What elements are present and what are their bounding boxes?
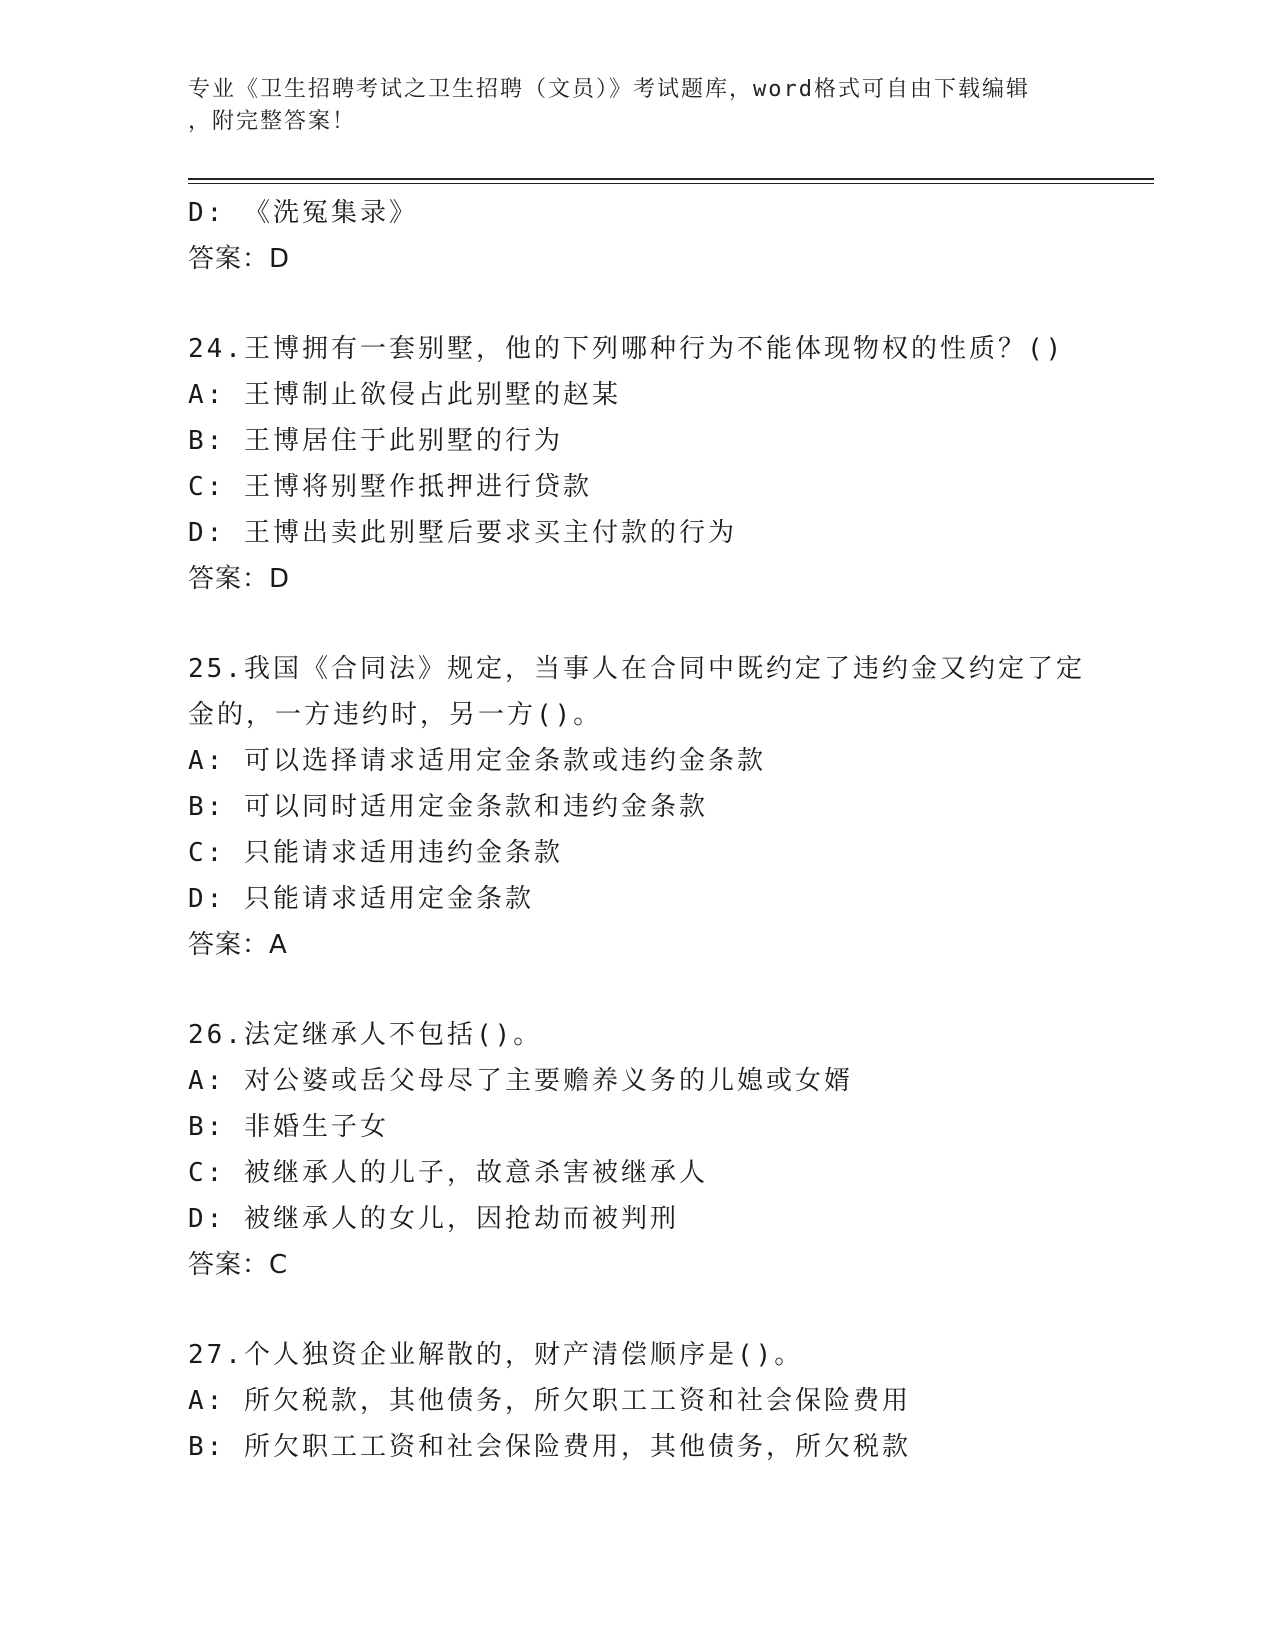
- option-b: B: 所欠职工工资和社会保险费用，其他债务，所欠税款: [188, 1432, 911, 1462]
- spacer: [188, 968, 1118, 1012]
- option-c: C: 只能请求适用违约金条款: [188, 838, 563, 868]
- option-b: B: 可以同时适用定金条款和违约金条款: [188, 792, 708, 822]
- option-a: A: 王博制止欲侵占此别墅的赵某: [188, 380, 621, 410]
- option-d: D: 被继承人的女儿，因抢劫而被判刑: [188, 1204, 679, 1234]
- header-divider-thick: [188, 178, 1154, 180]
- question-26: [188, 1012, 1118, 1288]
- option-d: D: 只能请求适用定金条款: [188, 884, 534, 914]
- question-text: 27.个人独资企业解散的，财产清偿顺序是()。: [188, 1340, 804, 1370]
- document-header: [188, 74, 1088, 138]
- header-line-1: 专业《卫生招聘考试之卫生招聘（文员）》考试题库，word格式可自由下载编辑: [188, 77, 1030, 102]
- question-24: [188, 326, 1118, 602]
- option-a: A: 可以选择请求适用定金条款或违约金条款: [188, 746, 766, 776]
- header-divider-thin: [188, 183, 1154, 184]
- question-25: [188, 646, 1118, 968]
- question-text: 26.法定继承人不包括()。: [188, 1020, 543, 1050]
- spacer: [188, 1288, 1118, 1332]
- option-d: D: 《洗冤集录》: [188, 198, 418, 228]
- option-a: A: 对公婆或岳父母尽了主要赡养义务的儿媳或女婿: [188, 1066, 853, 1096]
- question-text-line-1: 25.我国《合同法》规定，当事人在合同中既约定了违约金又约定了定: [188, 654, 1085, 684]
- spacer: [188, 602, 1118, 646]
- question-text-line-2: 金的，一方违约时，另一方()。: [188, 700, 603, 730]
- answer-label: 答案：C: [188, 1250, 289, 1280]
- option-c: C: 被继承人的儿子，故意杀害被继承人: [188, 1158, 708, 1188]
- option-c: C: 王博将别墅作抵押进行贷款: [188, 472, 592, 502]
- spacer: [188, 282, 1118, 326]
- option-a: A: 所欠税款，其他债务，所欠职工工资和社会保险费用: [188, 1386, 911, 1416]
- option-b: B: 王博居住于此别墅的行为: [188, 426, 563, 456]
- question-list: [188, 190, 1118, 1470]
- option-b: B: 非婚生子女: [188, 1112, 389, 1142]
- answer-label: 答案：D: [188, 564, 291, 594]
- answer-label: 答案：A: [188, 930, 288, 960]
- answer-label: 答案：D: [188, 244, 291, 274]
- question-27: [188, 1332, 1118, 1470]
- question-text: 24.王博拥有一套别墅，他的下列哪种行为不能体现物权的性质？(): [188, 334, 1065, 364]
- option-d: D: 王博出卖此别墅后要求买主付款的行为: [188, 518, 737, 548]
- header-line-2: ，附完整答案！: [188, 109, 357, 134]
